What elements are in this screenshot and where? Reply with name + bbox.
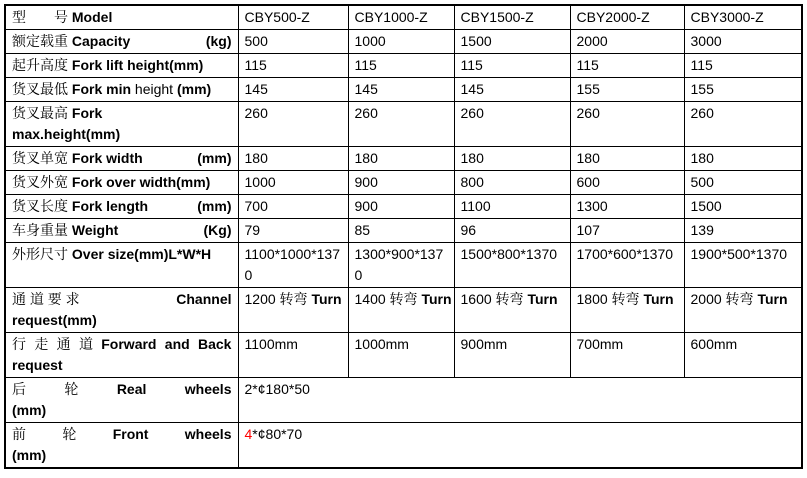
text-segment: 货叉外宽 — [12, 174, 72, 190]
value-cell-fork-min-height-col5 — [684, 78, 802, 102]
text-segment: Real — [116, 381, 147, 397]
text-segment: and — [164, 336, 190, 352]
row-label-model — [5, 5, 238, 30]
text-segment: 145 — [244, 81, 268, 97]
text-segment: 1200 转弯 — [244, 291, 312, 307]
text-segment: max.height(mm) — [12, 126, 121, 142]
text-segment: 107 — [576, 222, 600, 238]
text-segment: 115 — [244, 57, 267, 73]
value-cell-model-col1 — [238, 5, 348, 30]
text-segment: 1600 转弯 — [460, 291, 528, 307]
text-segment: 900mm — [460, 336, 508, 352]
value-cell-over-size-col1 — [238, 243, 348, 288]
value-cell-fork-min-height-col4 — [570, 78, 684, 102]
value-cell-over-size-col4 — [570, 243, 684, 288]
value-cell-fork-length-col2 — [348, 195, 454, 219]
value-cell-channel-request-col5 — [684, 288, 802, 333]
text-segment: 1100mm — [244, 336, 298, 352]
text-segment: 260 — [690, 105, 714, 121]
justify-group — [57, 334, 71, 355]
text-segment: 145 — [460, 81, 484, 97]
value-cell-fork-length-col3 — [454, 195, 570, 219]
justify-group — [185, 424, 232, 445]
row-label-weight — [5, 219, 238, 243]
text-segment: 2000 转弯 — [690, 291, 758, 307]
text-segment: 1900*500*1370 — [690, 246, 788, 262]
value-cell-fork-min-height-col3 — [454, 78, 570, 102]
text-segment: 车身重量 — [12, 222, 72, 238]
text-segment: Front — [112, 426, 149, 442]
text-segment: 700 — [244, 198, 268, 214]
text-segment: 145 — [354, 81, 378, 97]
value-cell-fork-lift-height-col4 — [570, 54, 684, 78]
text-segment: Turn — [643, 291, 674, 307]
row-label-fork-min-height — [5, 78, 238, 102]
row-label-fork-lift-height — [5, 54, 238, 78]
text-segment: (mm) — [176, 81, 212, 97]
text-segment: 2*¢180*50 — [244, 381, 310, 397]
spec-table — [4, 4, 803, 469]
value-cell-capacity-col2 — [348, 30, 454, 54]
text-segment: 轮 — [64, 381, 79, 397]
justify-group — [64, 379, 78, 400]
value-cell-fork-max-height-col1 — [238, 102, 348, 147]
text-segment: CBY2000-Z — [576, 9, 650, 25]
value-cell-over-size-col3 — [454, 243, 570, 288]
value-cell-fork-length-col1 — [238, 195, 348, 219]
value-cell-walk-channel-col2 — [348, 333, 454, 378]
label-line — [12, 424, 232, 445]
text-segment: 型 号 — [12, 9, 72, 25]
value-cell-weight-col4 — [570, 219, 684, 243]
label-line — [12, 334, 232, 355]
text-segment: 通 道 要 求 — [12, 291, 80, 307]
justify-group — [165, 334, 190, 355]
row-label-over-size — [5, 243, 238, 288]
value-cell-fork-max-height-col5 — [684, 102, 802, 147]
table-row-walk-channel — [5, 333, 802, 378]
justify-group — [12, 31, 130, 52]
row-label-fork-max-height — [5, 102, 238, 147]
text-segment: 1700*600*1370 — [576, 246, 674, 262]
text-segment: 1000mm — [354, 336, 409, 352]
value-cell-fork-length-col5 — [684, 195, 802, 219]
text-segment: 1500 — [690, 198, 722, 214]
value-cell-weight-col2 — [348, 219, 454, 243]
text-segment: (mm) — [197, 150, 232, 166]
row-label-capacity — [5, 30, 238, 54]
label-line — [12, 103, 232, 124]
value-cell-fork-max-height-col2 — [348, 102, 454, 147]
text-segment: 115 — [690, 57, 713, 73]
text-segment: Fork width — [71, 150, 143, 166]
text-segment: request — [12, 357, 63, 373]
justify-group — [206, 31, 232, 52]
text-segment: Over size(mm)L*W*H — [71, 246, 212, 262]
label-line — [12, 31, 232, 52]
label-line — [12, 310, 232, 331]
value-cell-model-col4 — [570, 5, 684, 30]
text-segment: 180 — [690, 150, 714, 166]
text-segment: 155 — [690, 81, 714, 97]
value-cell-fork-over-width-col4 — [570, 171, 684, 195]
text-segment: 500 — [244, 33, 268, 49]
text-segment: Channel — [176, 291, 232, 307]
label-line — [12, 172, 232, 193]
table-row-model — [5, 5, 802, 30]
text-segment: 600mm — [690, 336, 738, 352]
value-cell-capacity-col3 — [454, 30, 570, 54]
value-cell-fork-width-col2 — [348, 147, 454, 171]
value-cell-fork-lift-height-col5 — [684, 54, 802, 78]
text-segment: 260 — [244, 105, 268, 121]
row-label-walk-channel — [5, 333, 238, 378]
row-label-fork-over-width — [5, 171, 238, 195]
value-cell-fork-over-width-col5 — [684, 171, 802, 195]
text-segment: Turn — [757, 291, 788, 307]
value-cell-over-size-col2 — [348, 243, 454, 288]
value-cell-fork-max-height-col3 — [454, 102, 570, 147]
justify-group — [185, 379, 232, 400]
value-cell-fork-over-width-col1 — [238, 171, 348, 195]
justify-group — [117, 379, 147, 400]
value-cell-fork-min-height-col1 — [238, 78, 348, 102]
justify-group — [197, 148, 231, 169]
text-segment: 货叉最高 — [12, 105, 72, 121]
value-cell-walk-channel-col3 — [454, 333, 570, 378]
value-cell-model-col2 — [348, 5, 454, 30]
value-cell-capacity-col5 — [684, 30, 802, 54]
text-segment: 139 — [690, 222, 714, 238]
text-segment: 道 — [78, 336, 93, 352]
value-cell-fork-lift-height-col1 — [238, 54, 348, 78]
table-row-fork-over-width — [5, 171, 802, 195]
justify-group — [197, 196, 231, 217]
text-segment: Turn — [421, 291, 452, 307]
text-segment: Fork length — [71, 198, 149, 214]
text-segment: 260 — [354, 105, 378, 121]
justify-group — [176, 289, 231, 310]
value-cell-walk-channel-col5 — [684, 333, 802, 378]
value-cell-front-wheels — [238, 423, 802, 469]
text-segment: Model — [71, 9, 113, 25]
table-row-fork-width — [5, 147, 802, 171]
text-segment: 155 — [576, 81, 600, 97]
text-segment: 1300 — [576, 198, 608, 214]
table-row-capacity — [5, 30, 802, 54]
text-segment: 1400 转弯 — [354, 291, 422, 307]
label-line — [12, 400, 232, 421]
text-segment: Fork over width(mm) — [71, 174, 211, 190]
label-line — [12, 55, 232, 76]
table-row-fork-min-height — [5, 78, 802, 102]
text-segment: 1000 — [354, 33, 386, 49]
text-segment: Weight — [71, 222, 119, 238]
text-segment: 走 — [34, 336, 49, 352]
label-line — [12, 79, 232, 100]
label-line — [12, 7, 232, 28]
text-segment: 1500*800*1370 — [460, 246, 558, 262]
text-segment: 900 — [354, 198, 378, 214]
value-cell-fork-width-col4 — [570, 147, 684, 171]
value-cell-fork-width-col5 — [684, 147, 802, 171]
text-segment: (kg) — [205, 33, 232, 49]
value-cell-weight-col1 — [238, 219, 348, 243]
text-segment: 后 — [12, 381, 26, 397]
table-row-over-size — [5, 243, 802, 288]
value-cell-channel-request-col3 — [454, 288, 570, 333]
text-segment: 1300*900*1370 — [354, 246, 444, 283]
text-segment: 115 — [354, 57, 377, 73]
text-segment: 1100 — [460, 198, 491, 214]
text-segment: 900 — [354, 174, 378, 190]
label-line — [12, 124, 232, 145]
text-segment: 货叉最低 — [12, 81, 72, 97]
label-line — [12, 445, 232, 466]
row-label-channel-request — [5, 288, 238, 333]
value-cell-fork-length-col4 — [570, 195, 684, 219]
value-cell-model-col5 — [684, 5, 802, 30]
justify-group — [198, 334, 231, 355]
text-segment: 115 — [460, 57, 483, 73]
value-cell-channel-request-col4 — [570, 288, 684, 333]
value-cell-fork-min-height-col2 — [348, 78, 454, 102]
table-row-front-wheels — [5, 423, 802, 469]
text-segment: Capacity — [71, 33, 131, 49]
value-cell-fork-lift-height-col3 — [454, 54, 570, 78]
value-cell-rear-wheels — [238, 378, 802, 423]
value-cell-weight-col3 — [454, 219, 570, 243]
justify-group — [204, 220, 232, 241]
text-segment: CBY1000-Z — [354, 9, 428, 25]
value-cell-fork-over-width-col3 — [454, 171, 570, 195]
justify-group — [12, 334, 26, 355]
value-cell-walk-channel-col4 — [570, 333, 684, 378]
text-segment: (mm) — [197, 198, 232, 214]
justify-group — [101, 334, 156, 355]
text-segment: 行 — [12, 336, 26, 352]
table-row-channel-request — [5, 288, 802, 333]
justify-group — [12, 424, 26, 445]
text-segment: 前 — [12, 426, 26, 442]
text-segment: 3000 — [690, 33, 722, 49]
text-segment: Fork min — [71, 81, 132, 97]
text-segment: 180 — [354, 150, 378, 166]
text-segment: 货叉单宽 — [12, 150, 72, 166]
text-segment: 260 — [576, 105, 600, 121]
text-segment: 180 — [244, 150, 268, 166]
table-row-fork-max-height — [5, 102, 802, 147]
text-segment: 轮 — [62, 426, 77, 442]
label-line — [12, 244, 232, 265]
value-cell-channel-request-col2 — [348, 288, 454, 333]
text-segment: 180 — [460, 150, 484, 166]
text-segment: 180 — [576, 150, 600, 166]
justify-group — [34, 334, 48, 355]
text-segment: CBY3000-Z — [690, 9, 764, 25]
justify-group — [12, 379, 26, 400]
value-cell-weight-col5 — [684, 219, 802, 243]
label-line — [12, 196, 232, 217]
justify-group — [12, 220, 118, 241]
table-row-rear-wheels — [5, 378, 802, 423]
text-segment: 额定载重 — [12, 33, 72, 49]
label-line — [12, 220, 232, 241]
spec-table-body — [5, 5, 802, 468]
text-segment: Fork lift height(mm) — [71, 57, 204, 73]
text-segment: 500 — [690, 174, 714, 190]
text-segment: (Kg) — [203, 222, 232, 238]
justify-group — [79, 334, 93, 355]
justify-group — [62, 424, 76, 445]
text-segment: Turn — [311, 291, 342, 307]
text-segment: 700mm — [576, 336, 624, 352]
value-cell-fork-width-col1 — [238, 147, 348, 171]
justify-group — [12, 196, 148, 217]
text-segment: 600 — [576, 174, 600, 190]
text-segment: Forward — [101, 336, 157, 352]
text-segment: 260 — [460, 105, 484, 121]
text-segment: 1000 — [244, 174, 276, 190]
text-segment: Turn — [527, 291, 558, 307]
value-cell-capacity-col1 — [238, 30, 348, 54]
value-cell-fork-max-height-col4 — [570, 102, 684, 147]
text-segment: *¢80*70 — [252, 426, 303, 442]
text-segment: 货叉长度 — [12, 198, 72, 214]
justify-group — [113, 424, 149, 445]
row-label-fork-length — [5, 195, 238, 219]
text-segment: wheels — [184, 381, 232, 397]
text-segment: 2000 — [576, 33, 608, 49]
table-row-fork-lift-height — [5, 54, 802, 78]
text-segment: Back — [198, 336, 232, 352]
row-label-front-wheels — [5, 423, 238, 469]
value-cell-over-size-col5 — [684, 243, 802, 288]
value-cell-fork-lift-height-col2 — [348, 54, 454, 78]
text-segment: 1100*1000*1370 — [244, 246, 341, 283]
value-cell-walk-channel-col1 — [238, 333, 348, 378]
text-segment: CBY500-Z — [244, 9, 310, 25]
text-segment: CBY1500-Z — [460, 9, 534, 25]
text-segment: 1500 — [460, 33, 492, 49]
value-cell-fork-over-width-col2 — [348, 171, 454, 195]
value-cell-channel-request-col1 — [238, 288, 348, 333]
value-cell-fork-width-col3 — [454, 147, 570, 171]
text-segment: height — [131, 81, 177, 97]
text-segment: 79 — [244, 222, 261, 238]
row-label-rear-wheels — [5, 378, 238, 423]
text-segment: 115 — [576, 57, 599, 73]
justify-group — [12, 289, 80, 310]
text-segment: request(mm) — [12, 312, 97, 328]
label-line — [12, 355, 232, 376]
table-row-weight — [5, 219, 802, 243]
table-row-fork-length — [5, 195, 802, 219]
text-segment: (mm) — [12, 402, 47, 418]
text-segment: 800 — [460, 174, 484, 190]
text-segment: 外形尺寸 — [12, 246, 72, 262]
row-label-fork-width — [5, 147, 238, 171]
text-segment: wheels — [184, 426, 232, 442]
text-segment: Fork — [71, 105, 103, 121]
text-segment: 4 — [244, 426, 253, 442]
text-segment: 1800 转弯 — [576, 291, 644, 307]
label-line — [12, 289, 232, 310]
label-line — [12, 148, 232, 169]
label-line — [12, 379, 232, 400]
text-segment: 通 — [56, 336, 71, 352]
text-segment: 起升高度 — [12, 57, 72, 73]
text-segment: (mm) — [12, 447, 47, 463]
value-cell-capacity-col4 — [570, 30, 684, 54]
text-segment: 85 — [354, 222, 371, 238]
justify-group — [12, 148, 143, 169]
value-cell-model-col3 — [454, 5, 570, 30]
text-segment: 96 — [460, 222, 477, 238]
